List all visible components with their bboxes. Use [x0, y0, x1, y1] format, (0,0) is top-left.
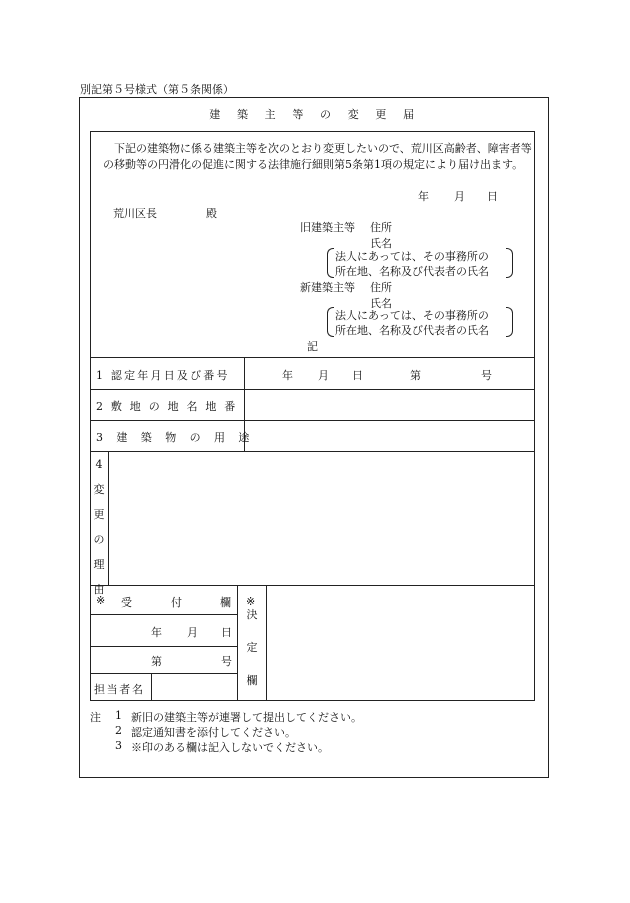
- row1-day: 日: [352, 369, 363, 382]
- date-year: 年: [418, 190, 429, 203]
- new-owner-corp-note-1: 法人にあっては、その事務所の: [335, 309, 489, 322]
- reception-mark: ※: [96, 594, 106, 607]
- reception-go: 号: [221, 655, 232, 668]
- row1-month: 月: [318, 369, 329, 382]
- tantosha-value[interactable]: [155, 676, 233, 698]
- row-divider-3: [90, 420, 535, 421]
- new-owner-bracket-right: [506, 307, 513, 337]
- row4-value[interactable]: [114, 456, 529, 580]
- old-owner-bracket-left: [327, 248, 334, 278]
- note-3-num: 3: [115, 739, 122, 752]
- reception-month: 月: [187, 626, 198, 639]
- row3-label: 3 建 築 物 の 用 途: [96, 431, 255, 444]
- reception-label-uke: 受: [121, 596, 132, 609]
- reception-dai: 第: [151, 655, 162, 668]
- addressee-honorific: 殿: [206, 207, 217, 220]
- addressee-name: 荒川区長: [113, 207, 157, 220]
- notes-prefix: 注: [90, 711, 101, 724]
- note-1-text: 新旧の建築主等が連署して提出してください。: [131, 711, 362, 724]
- reception-label-tsuke: 付: [171, 596, 182, 609]
- row-divider-4: [90, 451, 535, 452]
- form-number: 別記第５号様式（第５条関係）: [80, 83, 234, 96]
- row1-label: 1 認定年月日及び番号: [96, 369, 230, 382]
- decision-value[interactable]: [272, 590, 530, 696]
- intro-paragraph: 下記の建築物に係る建築主等を次のとおり変更したいので、荒川区高齢者、障害者等の移動等の円滑化の促進に関する法律施行細則第5条第1項の規定により届け出ます。: [103, 142, 532, 171]
- note-2-text: 認定通知書を添付してください。: [131, 726, 296, 739]
- ki-label: 記: [307, 340, 318, 353]
- note-3-text: ※印のある欄は記入しないでください。: [131, 741, 329, 754]
- note-1-num: 1: [115, 709, 122, 722]
- old-owner-bracket-right: [506, 248, 513, 278]
- form-title: 建 築 主 等 の 変 更 届: [209, 108, 421, 121]
- row2-label: 2 敷 地 の 地 名 地 番: [96, 400, 238, 413]
- reception-label-ran: 欄: [220, 596, 231, 609]
- reception-year: 年: [151, 626, 162, 639]
- reception-line-1: [90, 614, 237, 615]
- decision-label: 決定欄: [246, 608, 258, 687]
- new-owner-name-label: 氏名: [370, 297, 392, 310]
- reception-day: 日: [221, 626, 232, 639]
- date-day: 日: [487, 190, 498, 203]
- row-divider-2: [90, 389, 535, 390]
- new-owner-label: 新建築主等: [300, 281, 355, 294]
- row2-value[interactable]: [250, 394, 530, 416]
- decision-mark: ※: [246, 595, 256, 608]
- old-owner-corp-note-2: 所在地、名称及び代表者の氏名: [335, 265, 489, 278]
- reception-right-divider: [237, 585, 238, 701]
- row-divider-5: [90, 585, 535, 586]
- tantosha-divider: [151, 673, 152, 701]
- row-divider-1: [90, 357, 535, 358]
- tantosha-label: 担当者名: [94, 683, 145, 696]
- row3-value[interactable]: [250, 425, 530, 447]
- note-2-num: 2: [115, 724, 122, 737]
- row4-label: 4変更の理由: [93, 458, 105, 596]
- old-owner-name-label: 氏名: [370, 237, 392, 250]
- new-owner-address-label: 住所: [370, 281, 392, 294]
- old-owner-address-label: 住所: [370, 221, 392, 234]
- new-owner-corp-note-2: 所在地、名称及び代表者の氏名: [335, 324, 489, 337]
- old-owner-corp-note-1: 法人にあっては、その事務所の: [335, 250, 489, 263]
- reason-column-divider: [108, 451, 109, 585]
- reception-line-3: [90, 673, 237, 674]
- row1-dai: 第: [410, 369, 421, 382]
- date-month: 月: [454, 190, 465, 203]
- decision-label-divider: [266, 585, 267, 701]
- row1-year: 年: [282, 369, 293, 382]
- old-owner-label: 旧建築主等: [300, 221, 355, 234]
- new-owner-bracket-left: [327, 307, 334, 337]
- reception-line-2: [90, 646, 237, 647]
- row1-go: 号: [481, 369, 492, 382]
